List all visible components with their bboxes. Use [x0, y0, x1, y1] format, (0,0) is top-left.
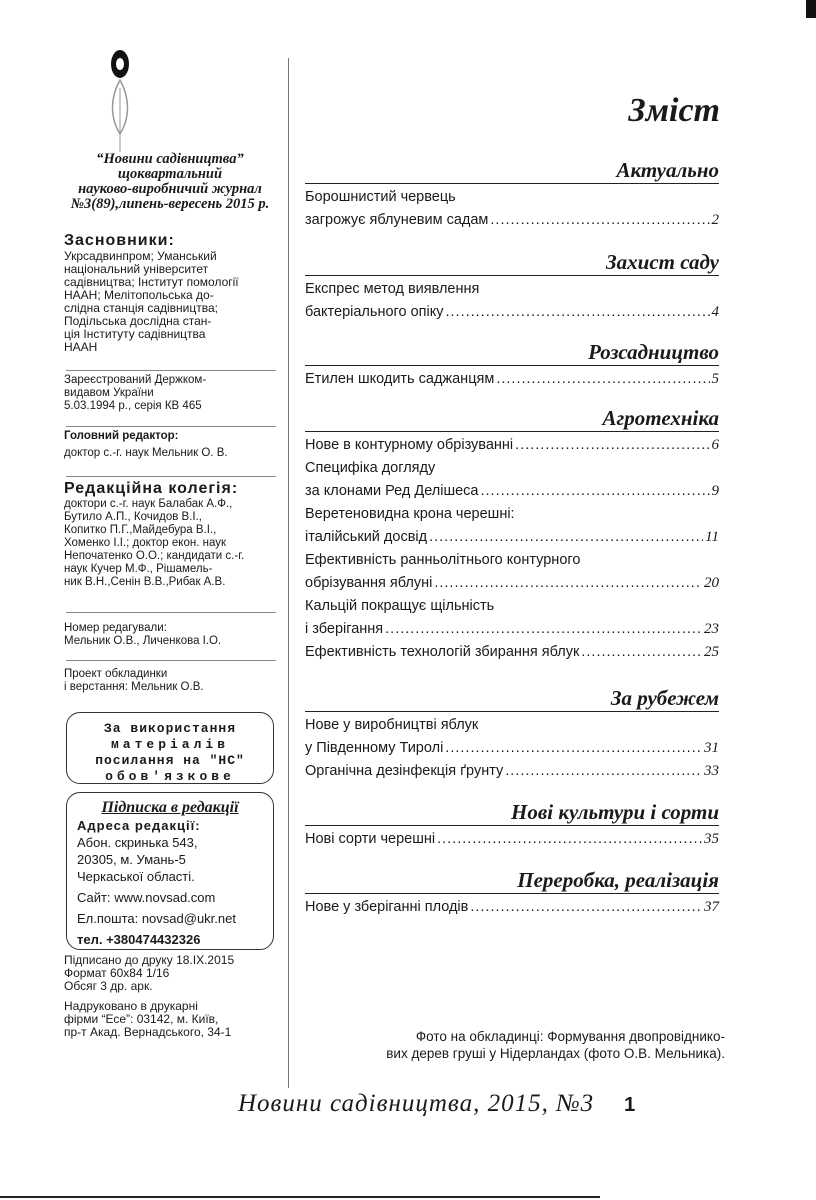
founders-line: Подільська дослідна стан-: [64, 314, 212, 328]
toc-page-number: 4: [711, 304, 719, 320]
issue-editors-line: Номер редагували:: [64, 622, 167, 634]
founders-line: НААН: [64, 340, 98, 354]
toc-entry-line: Веретеновидна крона черешні:: [305, 506, 515, 522]
toc-page-number: 9: [711, 483, 719, 499]
issue-editors-line: Мельник О.В., Личенкова І.О.: [64, 635, 222, 647]
toc-entry[interactable]: [305, 436, 719, 454]
toc-entry-line: Борошнистий червець: [305, 189, 456, 205]
toc-entry-line: Нове у виробництві яблук: [305, 717, 479, 733]
toc-leader-dots: [480, 482, 709, 500]
chief-editor-label: Головний редактор:: [64, 430, 179, 442]
column-divider: [288, 58, 289, 1088]
toc-entry-title: Етилен шкодить саджанцям: [305, 371, 495, 387]
toc-page-number: 20: [704, 575, 719, 591]
printed-by-block: [64, 1000, 278, 1039]
printed-by-line: пр-т Акад. Вернадського, 34-1: [64, 1025, 232, 1039]
board-line: доктори с.-г. наук Балабак А.Ф.,: [64, 498, 233, 510]
board-line: Непочатенко О.О.; кандидати с.-г.: [64, 550, 245, 562]
toc-entry[interactable]: [305, 898, 719, 916]
toc-page-number: 2: [711, 212, 719, 228]
masthead-frequency: щоквартальний: [117, 166, 223, 182]
toc-page-number: 33: [704, 763, 719, 779]
toc-leader-dots: [445, 739, 702, 757]
divider-rule: [66, 426, 276, 427]
toc-entry[interactable]: [305, 739, 719, 757]
toc-entry[interactable]: [305, 303, 719, 321]
subscription-title: Підписка в редакції: [101, 799, 239, 816]
notice-line: обов'язкове: [105, 769, 235, 784]
notice-line: матеріалів: [110, 737, 229, 752]
toc-leader-dots: [496, 370, 709, 388]
address-line: Черкаської області.: [77, 869, 195, 884]
toc-entry[interactable]: [305, 370, 719, 388]
printed-by-line: фірми “Есе”: 03142, м. Київ,: [64, 1012, 219, 1026]
design-block: [64, 668, 278, 694]
registration-block: [64, 374, 278, 413]
caption-line: Фото на обкладинці: Формування двопровіднико-: [415, 1029, 725, 1044]
board-line: наук Кучер М.Ф., Рішамель-: [64, 563, 213, 575]
section-heading: Переробка, реалізація: [305, 868, 719, 894]
founders-line: садівництва; Інститут помології: [64, 275, 239, 289]
registration-line: Зареєстрований Держком-: [64, 374, 207, 386]
toc-entry[interactable]: [305, 620, 719, 638]
registration-line: 5.03.1994 р., серія КВ 465: [64, 400, 202, 412]
toc-entry-line: Ефективність ранньолітнього контурного: [305, 552, 581, 568]
design-line: Проект обкладинки: [64, 668, 168, 680]
address-line: 20305, м. Умань-5: [77, 852, 186, 867]
scan-edge-line: [0, 1196, 600, 1198]
toc-entry-title: Органічна дезінфекція ґрунту: [305, 763, 504, 779]
notice-line: посилання на "НС": [95, 753, 245, 768]
founders-line: НААН; Мелітопольська до-: [64, 288, 214, 302]
address-label: Адреса редакції:: [77, 818, 201, 833]
address-line: Абон. скринька 543,: [77, 835, 198, 850]
founders-block: [64, 232, 278, 354]
founders-line: ція Інституту садівництва: [64, 327, 206, 341]
founders-line: Укрсадвинпром; Уманський: [64, 249, 217, 263]
scan-corner-mark: [806, 0, 816, 18]
copyright-notice: [66, 712, 274, 784]
section-heading: За рубежем: [305, 686, 719, 712]
toc-entry[interactable]: [305, 482, 719, 500]
section-heading: Нові культури і сорти: [305, 800, 719, 826]
toc-entry[interactable]: [305, 830, 719, 848]
toc-title: Зміст: [628, 92, 720, 129]
toc-page-number: 37: [704, 899, 719, 915]
board-block: [64, 480, 278, 589]
board-line: Бутило А.П., Кочидов В.І.,: [64, 511, 202, 523]
divider-rule: [66, 612, 276, 613]
photo-caption: [330, 1028, 725, 1062]
toc-entry-title: і зберігання: [305, 621, 384, 637]
toc-page-number: 25: [704, 644, 719, 660]
divider-rule: [66, 370, 276, 371]
founders-line: слідна станція садівництва;: [64, 301, 219, 315]
toc-leader-dots: [505, 762, 702, 780]
toc-page-number: 31: [704, 740, 719, 756]
masthead-issue: №3(89),липень-вересень 2015 р.: [70, 196, 270, 212]
print-line: Обсяг 3 др. арк.: [64, 979, 153, 993]
toc-entry-line: Кальцій покращує щільність: [305, 598, 495, 614]
toc-entry-title: загрожує яблуневим садам: [305, 212, 489, 228]
toc-entry-title: бактеріального опіку: [305, 304, 444, 320]
toc-entry-line: Експрес метод виявлення: [305, 281, 480, 297]
founders-line: національний університет: [64, 262, 209, 276]
notice-line: За використання: [103, 721, 237, 736]
issue-editors-block: [64, 622, 278, 648]
toc-leader-dots: [470, 898, 702, 916]
toc-leader-dots: [490, 211, 709, 229]
chief-editor-name: доктор с.-г. наук Мельник О. В.: [64, 447, 228, 459]
section-heading: Розсадництво: [305, 340, 719, 366]
board-line: ник В.Н.,Сенін В.В.,Рибак А.В.: [64, 576, 226, 588]
printed-by-line: Надруковано в друкарні: [64, 999, 198, 1013]
toc-page-number: 6: [711, 437, 719, 453]
print-line: Підписано до друку 18.IX.2015: [64, 953, 235, 967]
toc-leader-dots: [581, 643, 702, 661]
toc-page-number: 35: [704, 831, 719, 847]
toc-entry-title: обрізування яблуні: [305, 575, 433, 591]
toc-entry-line: Специфіка догляду: [305, 460, 436, 476]
section-heading: Захист саду: [305, 250, 719, 276]
divider-rule: [66, 660, 276, 661]
toc-page-number: 23: [704, 621, 719, 637]
phone-number: тел. +380474432326: [77, 932, 201, 947]
section-heading: Агротехніка: [305, 406, 719, 432]
toc-entry-title: італійський досвід: [305, 529, 428, 545]
toc-leader-dots: [515, 436, 709, 454]
caption-line: вих дерев груші у Нідерландах (фото О.В. Мельника).: [386, 1046, 725, 1061]
toc-page-number: 5: [711, 371, 719, 387]
toc-page-number: 11: [705, 529, 719, 545]
masthead: [64, 152, 276, 212]
board-line: Хоменко І.І.; доктор екон. наук: [64, 537, 226, 549]
masthead-title: “Новини садівництва”: [96, 151, 244, 167]
toc-entry[interactable]: [305, 528, 719, 546]
founders-text: [64, 250, 278, 354]
founders-heading: Засновники:: [64, 232, 175, 249]
toc-entry-title: у Південному Тиролі: [305, 740, 444, 756]
email-link[interactable]: Ел.пошта: novsad@ukr.net: [77, 911, 236, 926]
toc-entry-title: за клонами Ред Делішеса: [305, 483, 479, 499]
toc-entry[interactable]: [305, 762, 719, 780]
masthead-type: науково-виробничий журнал: [78, 181, 262, 197]
board-heading: Редакційна колегія:: [64, 480, 239, 497]
chief-editor-block: [64, 430, 278, 460]
toc-leader-dots: [385, 620, 702, 638]
toc-entry[interactable]: [305, 574, 719, 592]
toc-entry-title: Ефективність технологій збирання яблук: [305, 644, 580, 660]
site-link[interactable]: Сайт: www.novsad.com: [77, 890, 216, 905]
toc-leader-dots: [437, 830, 702, 848]
subscription-box: [66, 792, 274, 950]
journal-logo: [100, 48, 140, 156]
toc-leader-dots: [445, 303, 709, 321]
section-heading: Актуально: [305, 158, 719, 184]
toc-entry-title: Нове в контурному обрізуванні: [305, 437, 514, 453]
print-block: [64, 954, 278, 993]
toc-entry-title: Нове у зберіганні плодів: [305, 899, 469, 915]
design-line: і верстання: Мельник О.В.: [64, 681, 204, 693]
board-line: Копитко П.Г.,Майдебура В.І.,: [64, 524, 217, 536]
page-number: 1: [624, 1094, 637, 1116]
toc-entry-title: Нові сорти черешні: [305, 831, 436, 847]
toc-entry[interactable]: [305, 643, 719, 661]
page-footer: [238, 1090, 718, 1118]
toc-leader-dots: [429, 528, 703, 546]
toc-entry[interactable]: [305, 211, 719, 229]
toc-leader-dots: [434, 574, 702, 592]
registration-line: видавом України: [64, 387, 154, 399]
divider-rule: [66, 476, 276, 477]
footer-journal: Новини садівництва, 2015, №3: [238, 1090, 595, 1117]
print-line: Формат 60х84 1/16: [64, 966, 170, 980]
